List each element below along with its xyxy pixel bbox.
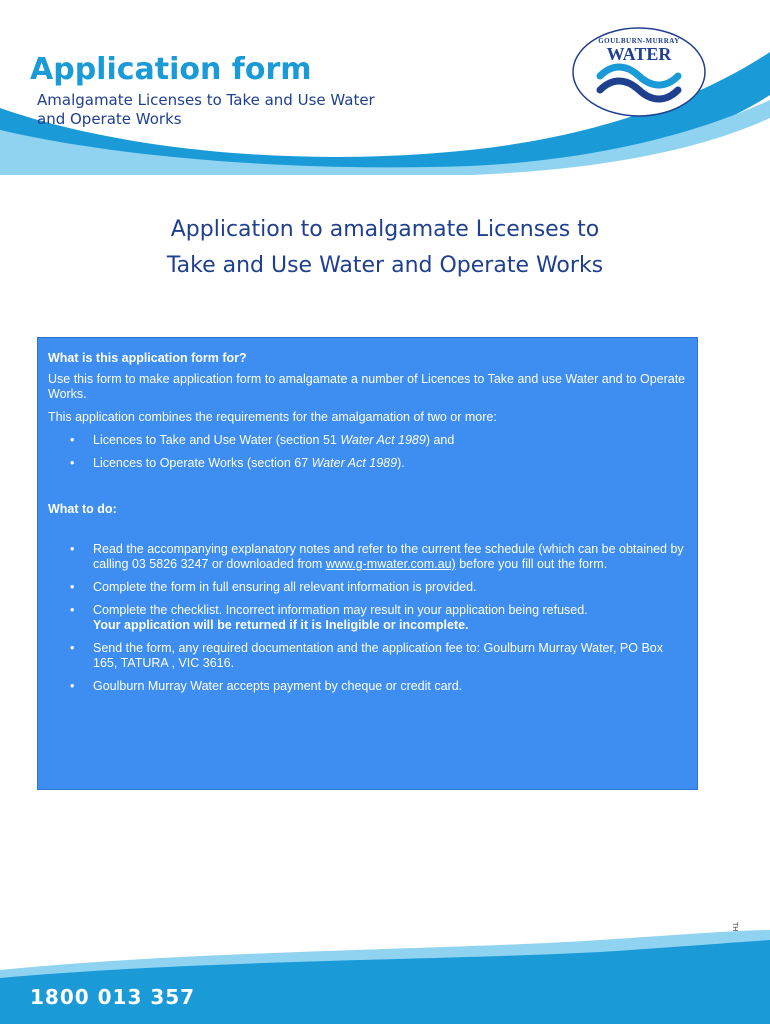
phone-number: 1800 013 357	[30, 985, 196, 1009]
form-heading-line-2: Take and Use Water and Operate Works	[166, 253, 604, 278]
instructions-list	[48, 542, 687, 694]
list-item: • Send the form, any required documentation and the application fee to: Goulburn Murray Water, PO Box 165, TATURA , VIC 3616.	[48, 641, 687, 671]
footer-wave-decoration	[0, 930, 770, 1024]
licence-type-list	[48, 433, 687, 471]
subtitle-line-1: Amalgamate Licenses to Take and Use Water	[37, 91, 375, 109]
goulburn-murray-water-logo	[570, 24, 708, 120]
list-item: • Licences to Operate Works (section 67 Water Act 1989).	[48, 456, 687, 471]
list-item: • Read the accompanying explanatory notes and refer to the current fee schedule (which can be obtained by calling 03 5826 3247 or downloaded from www.g-mwater.com.au) before you fill out the form.	[48, 542, 687, 572]
form-heading	[0, 212, 770, 284]
logo-top-text: GOULBURN-MURRAY	[598, 37, 680, 45]
list-item: • Goulburn Murray Water accepts payment by cheque or credit card.	[48, 679, 687, 694]
page-subtitle	[37, 91, 375, 129]
subtitle-line-2: and Operate Works	[37, 110, 182, 128]
warning-text: Your application will be returned if it is Ineligible or incomplete.	[93, 618, 469, 632]
purpose-paragraph: Use this form to make application form to amalgamate a number of Licences to Take and use Water and to Operate Works.	[48, 372, 686, 401]
form-heading-line-1: Application to amalgamate Licenses to	[170, 217, 600, 242]
page-title: Application form	[30, 52, 312, 87]
combines-paragraph: This application combines the requirements for the amalgamation of two or more:	[48, 410, 497, 424]
list-item: • Complete the checklist. Incorrect information may result in your application being refused. Your application will be returned if it is Ineligible or incomplete.	[48, 603, 687, 633]
what-to-do-heading: What to do:	[48, 502, 117, 516]
info-panel	[37, 337, 698, 790]
list-item: • Complete the form in full ensuring all relevant information is provided.	[48, 580, 687, 595]
list-item: • Licences to Take and Use Water (section 51 Water Act 1989) and	[48, 433, 687, 448]
website-link[interactable]: www.g-mwater.com.au)	[325, 557, 456, 571]
logo-main-text: WATER	[606, 44, 672, 64]
purpose-heading: What is this application form for?	[48, 351, 247, 365]
